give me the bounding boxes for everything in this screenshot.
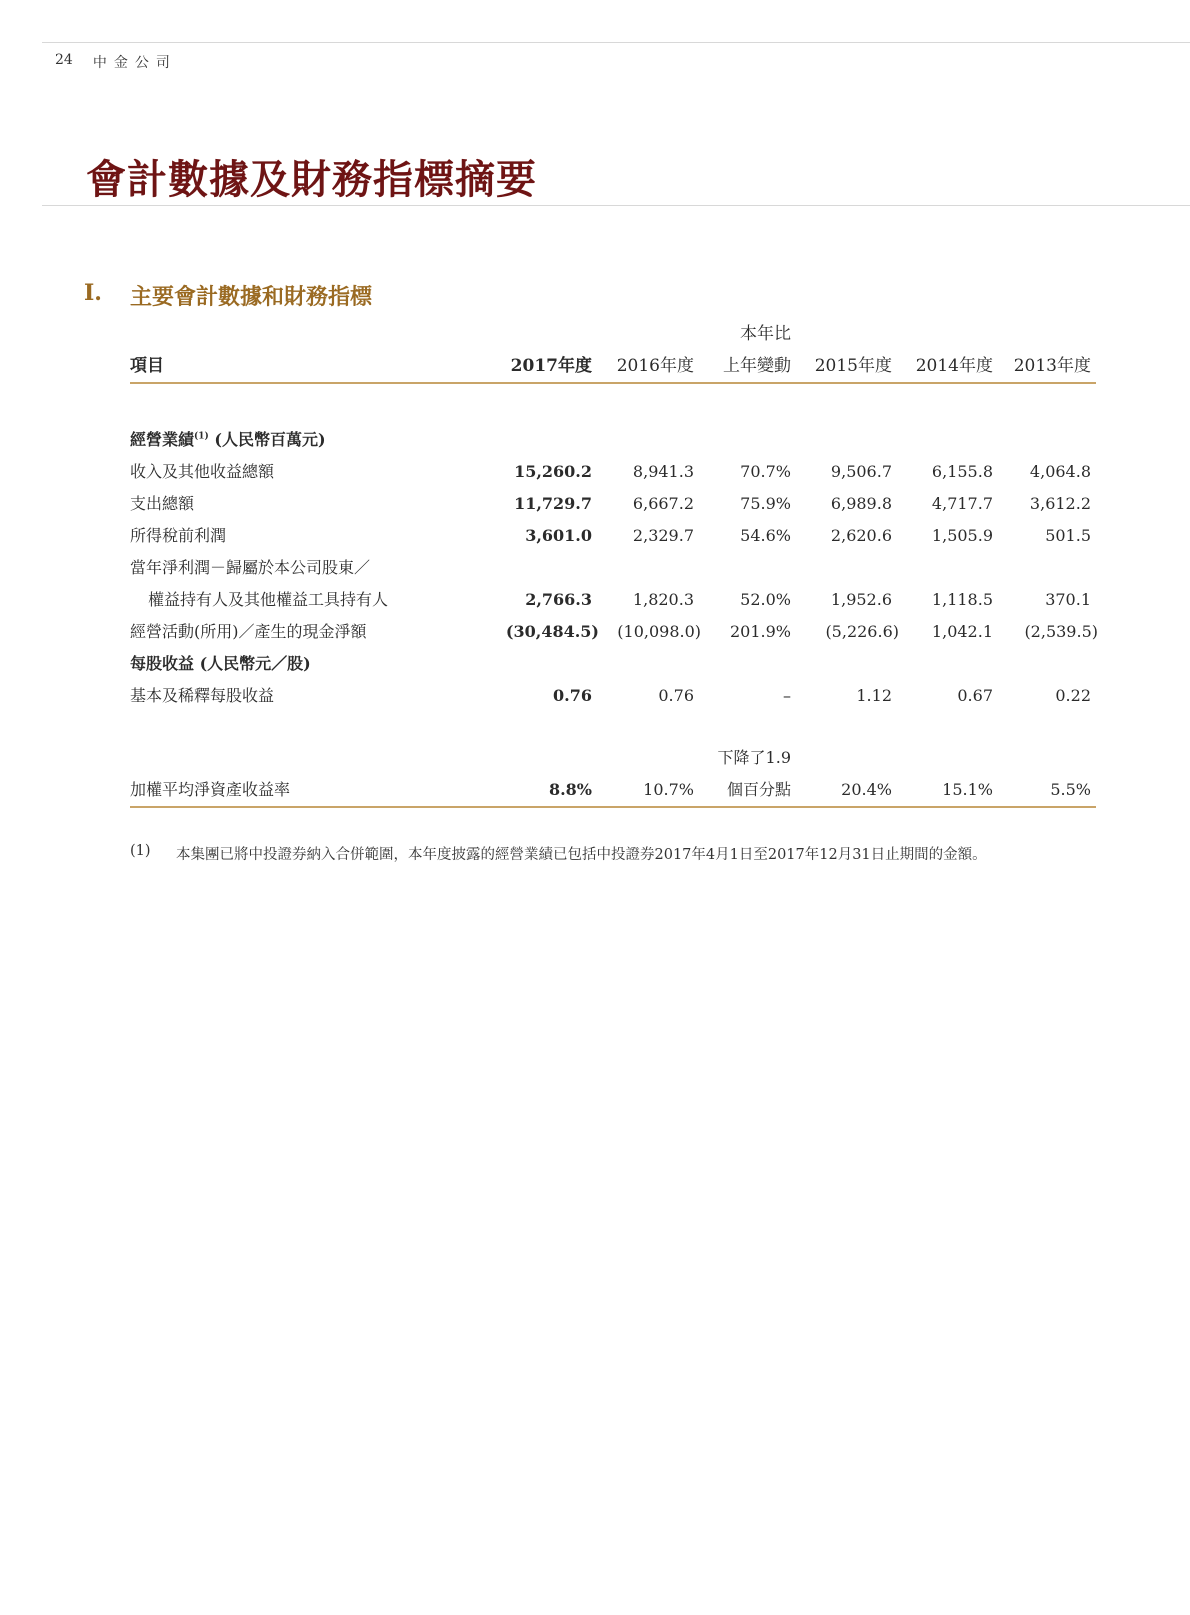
value-2016: 1,820.3 bbox=[632, 590, 694, 609]
header-2016: 2016年度 bbox=[616, 356, 694, 376]
value-2016: 2,329.7 bbox=[632, 526, 694, 545]
value-2015: (5,226.6) bbox=[825, 622, 899, 641]
value-2014: 15.1% bbox=[942, 780, 993, 799]
header-2015: 2015年度 bbox=[814, 356, 892, 376]
header-change-line2: 上年變動 bbox=[723, 356, 791, 376]
header-2013: 2013年度 bbox=[1013, 356, 1091, 376]
value-2015: 2,620.6 bbox=[830, 526, 892, 545]
value-2014: 4,717.7 bbox=[931, 494, 993, 513]
row-label: 所得稅前利潤 bbox=[130, 526, 227, 545]
value-change: 52.0% bbox=[740, 590, 791, 609]
value-2015: 1,952.6 bbox=[830, 590, 892, 609]
row-label: 基本及稀釋每股收益 bbox=[130, 686, 275, 705]
table-spacer bbox=[130, 712, 1096, 742]
value-2014: 0.67 bbox=[957, 686, 993, 705]
value-change: 75.9% bbox=[740, 494, 791, 513]
table-bottom-rule bbox=[130, 806, 1096, 808]
footnote-text: 本集團已將中投證券納入合併範圍，本年度披露的經營業績已包括中投證券2017年4月1日至2017年12月31日止期間的金額。 bbox=[176, 847, 987, 863]
row-label: 權益持有人及其他權益工具持有人 bbox=[148, 590, 389, 609]
table-spacer bbox=[130, 384, 1096, 424]
value-2016: 0.76 bbox=[658, 686, 694, 705]
value-2017: 3,601.0 bbox=[525, 526, 592, 545]
value-2017: 0.76 bbox=[553, 686, 592, 705]
value-2017: 2,766.3 bbox=[525, 590, 592, 609]
value-2014: 1,042.1 bbox=[931, 622, 993, 641]
table-row bbox=[130, 456, 1096, 488]
value-2015: 1.12 bbox=[856, 686, 892, 705]
value-change: 54.6% bbox=[740, 526, 791, 545]
group-label: 經營業績$^{(1)}$ (人民幣百萬元) bbox=[130, 430, 326, 449]
value-2013: 370.1 bbox=[1045, 590, 1091, 609]
company-name: 中金公司 bbox=[92, 55, 177, 71]
financial-table bbox=[130, 318, 1096, 808]
table-row bbox=[130, 774, 1096, 806]
value-2016: (10,098.0) bbox=[617, 622, 701, 641]
value-2017: (30,484.5) bbox=[505, 622, 599, 641]
value-2015: 6,989.8 bbox=[830, 494, 892, 513]
value-2013: 5.5% bbox=[1050, 780, 1091, 799]
value-2014: 1,505.9 bbox=[931, 526, 993, 545]
value-2014: 6,155.8 bbox=[931, 462, 993, 481]
section-number: I. bbox=[84, 280, 102, 306]
table-row bbox=[130, 616, 1096, 648]
value-change: 70.7% bbox=[740, 462, 791, 481]
value-2013: 501.5 bbox=[1045, 526, 1091, 545]
group-eps bbox=[130, 648, 1096, 680]
value-change-line2: 個百分點 bbox=[726, 780, 791, 799]
group-label: 每股收益 (人民幣元／股) bbox=[130, 654, 311, 673]
value-2013: (2,539.5) bbox=[1024, 622, 1098, 641]
table-header-row-2 bbox=[130, 350, 1096, 382]
value-2016: 8,941.3 bbox=[632, 462, 694, 481]
value-2015: 9,506.7 bbox=[830, 462, 892, 481]
value-change: – bbox=[783, 686, 791, 705]
value-2017: 8.8% bbox=[548, 780, 592, 799]
row-label: 支出總額 bbox=[130, 494, 195, 513]
row-label: 經營活動(所用)／產生的現金淨額 bbox=[130, 622, 367, 641]
table-row bbox=[130, 584, 1096, 616]
header-2017: 2017年度 bbox=[510, 356, 592, 376]
footnote-ref: (1) bbox=[194, 431, 209, 442]
table-row bbox=[130, 488, 1096, 520]
table-row-label-only bbox=[130, 552, 1096, 584]
header-2014: 2014年度 bbox=[915, 356, 993, 376]
page-number: 24 bbox=[55, 52, 73, 68]
table-row-roe-change bbox=[130, 742, 1096, 774]
value-change: 201.9% bbox=[729, 622, 791, 641]
value-2017: 11,729.7 bbox=[514, 494, 592, 513]
value-2013: 0.22 bbox=[1055, 686, 1091, 705]
title-rule bbox=[42, 205, 1190, 206]
value-2013: 4,064.8 bbox=[1029, 462, 1091, 481]
table-row bbox=[130, 680, 1096, 712]
section-title: 主要會計數據和財務指標 bbox=[130, 284, 373, 310]
page-header bbox=[55, 52, 177, 72]
value-2016: 10.7% bbox=[643, 780, 694, 799]
value-2016: 6,667.2 bbox=[632, 494, 694, 513]
value-2017: 15,260.2 bbox=[514, 462, 592, 481]
page-title: 會計數據及財務指標摘要 bbox=[86, 156, 537, 203]
value-change-line1: 下降了1.9 bbox=[717, 748, 791, 767]
row-label: 加權平均淨資產收益率 bbox=[130, 780, 291, 799]
footnote bbox=[130, 843, 987, 864]
table-header-row-1 bbox=[130, 318, 1096, 350]
header-change-line1: 本年比 bbox=[740, 324, 791, 344]
row-label: 當年淨利潤－歸屬於本公司股東／ bbox=[130, 558, 371, 577]
footnote-number: (1) bbox=[130, 843, 151, 859]
value-2013: 3,612.2 bbox=[1029, 494, 1091, 513]
value-2015: 20.4% bbox=[841, 780, 892, 799]
row-label: 收入及其他收益總額 bbox=[130, 462, 275, 481]
value-2014: 1,118.5 bbox=[931, 590, 993, 609]
group-operating-results bbox=[130, 424, 1096, 456]
table-row bbox=[130, 520, 1096, 552]
section-heading bbox=[84, 280, 372, 311]
header-rule bbox=[42, 42, 1190, 43]
header-item: 項目 bbox=[130, 356, 164, 376]
